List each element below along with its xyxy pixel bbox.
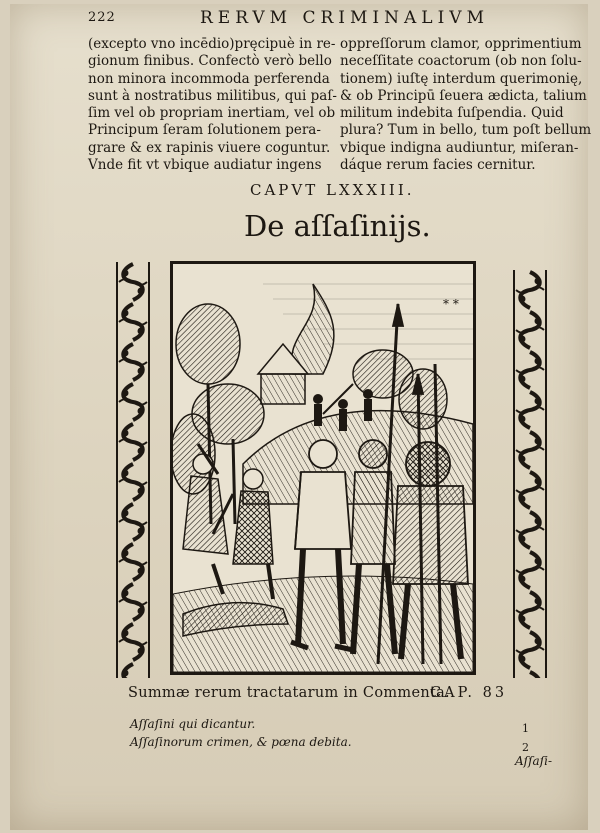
chapter-number: CAPVT LXXXIII. (250, 181, 415, 199)
text-line: oppreſſorum clamor, opprimentium (340, 36, 582, 52)
summary-cap-number: CAP. 83 (430, 685, 508, 701)
text-line: & ob Principū ſeuera ædicta, talium (340, 87, 587, 104)
caption-1: Aſſaſini qui dicantur. (130, 717, 256, 731)
text-line: non minora incommoda perferenda (88, 70, 330, 87)
text-line: grare & ex rapinis viuere coguntur. (88, 139, 331, 156)
margin-number-2: 2 (522, 741, 529, 754)
smoke-plume (291, 284, 334, 374)
text-line: neceſſitate coactorum (ob non ſolu- (340, 53, 582, 70)
book-page (10, 4, 592, 830)
text-line: (excepto vno incēdio)pręcipuè in re- (88, 36, 336, 52)
text-column-right (340, 36, 591, 174)
text-line: militum indebita ſuſpendia. Quid (340, 105, 564, 122)
ornament-border-right (513, 270, 547, 678)
margin-number-1: 1 (522, 722, 529, 735)
woodcut-illustration (170, 261, 476, 675)
text-line: tionem) iuſtę interdum querimonię, (340, 70, 583, 87)
caption-2: Aſſaſinorum crimen, & pœna debita. (130, 735, 352, 749)
ornament-border-left (116, 262, 150, 678)
svg-text:⁎ ⁎: ⁎ ⁎ (443, 293, 459, 307)
catchword: Aſſaſi- (515, 754, 553, 768)
text-line: sunt à nostratibus militibus, qui paſ- (88, 87, 337, 104)
text-line: Vnde fit vt vbique audiatur ingens (88, 157, 322, 174)
text-line: Principum ſeram ſolutionem pera- (88, 122, 321, 139)
text-line: gionum finibus. Confectò verò bello (88, 53, 332, 70)
chapter-title: De aſſaſinijs. (244, 209, 431, 243)
text-line: vbique indigna audiuntur, miſeran- (340, 139, 579, 156)
summary-heading: Summæ rerum tractatarum in Commenta. (128, 685, 450, 701)
text-line: plura? Tum in bello, tum poſt bellum (340, 122, 592, 139)
text-column-left (88, 36, 337, 174)
running-title: RERVM CRIMINALIVM (200, 8, 489, 28)
page-number: 222 (88, 10, 116, 25)
text-line: ſim vel ob propriam inertiam, vel ob (88, 105, 336, 122)
text-line: dáque rerum facies cernitur. (340, 157, 536, 174)
